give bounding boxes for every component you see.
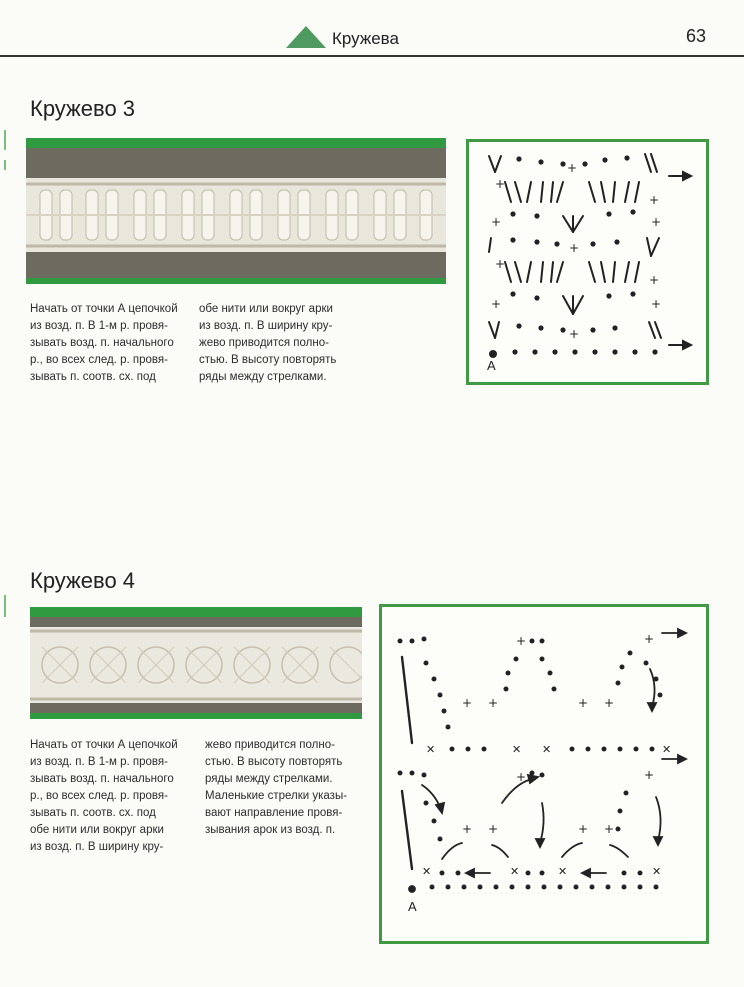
svg-text:+: + bbox=[604, 696, 615, 710]
svg-text:+: + bbox=[488, 696, 499, 710]
section-title-lace-4: Кружево 4 bbox=[30, 568, 136, 593]
description-lace-3-col1: Начать от точки А цепочкой из возд. п. В 1-м р. провя- зывать возд. п. начального р., во всех след. р. провя- зывать п. соотв. сх. под bbox=[30, 303, 178, 383]
svg-text:+: + bbox=[491, 215, 502, 229]
svg-text:+: + bbox=[644, 632, 655, 646]
description-lace-4-col1: Начать от точки А цепочкой из возд. п. В 1-м р. провя- зывать возд. п. начального р., во всех след. р. провя- зывать п. соотв. сх. под обе нити или вокруг арки из возд. п. В ширину кру- bbox=[30, 739, 178, 853]
page-number: 63 bbox=[686, 26, 707, 46]
svg-text:+: + bbox=[649, 193, 660, 207]
diagram-3-symbols bbox=[469, 142, 707, 382]
crochet-diagram-3 bbox=[466, 139, 709, 385]
header-rule bbox=[0, 55, 744, 57]
lace-texture-4 bbox=[30, 617, 362, 713]
svg-text:+: + bbox=[567, 161, 578, 175]
diagram-4-symbols bbox=[382, 607, 706, 941]
margin-marks-bottom bbox=[0, 570, 12, 630]
diagram-3-start-label: А bbox=[487, 358, 496, 373]
svg-text:+: + bbox=[569, 241, 580, 255]
running-header-title: Кружева bbox=[332, 29, 399, 48]
svg-text:+: + bbox=[651, 215, 662, 229]
svg-text:+: + bbox=[516, 770, 527, 784]
description-lace-4-col2: жево приводится полно- стью. В высоту повторять ряды между стрелками. Маленькие стрелки указы- вают направление провя- зывания арок из возд. п. bbox=[205, 739, 348, 836]
svg-text:+: + bbox=[516, 634, 527, 648]
svg-text:+: + bbox=[569, 327, 580, 341]
svg-text:✕: ✕ bbox=[422, 865, 432, 878]
svg-text:+: + bbox=[649, 273, 660, 287]
svg-text:+: + bbox=[495, 177, 506, 191]
svg-text:+: + bbox=[488, 822, 499, 836]
svg-text:+: + bbox=[644, 768, 655, 782]
crochet-diagram-4 bbox=[379, 604, 709, 944]
svg-text:✕: ✕ bbox=[510, 865, 520, 878]
svg-text:+: + bbox=[462, 696, 473, 710]
svg-text:+: + bbox=[604, 822, 615, 836]
svg-text:+: + bbox=[495, 257, 506, 271]
svg-text:+: + bbox=[578, 822, 589, 836]
description-lace-3-col2: обе нити или вокруг арки из возд. п. В ширину кру- жево приводится полно- стью. В высоту повторять ряды между стрелками. bbox=[199, 303, 337, 383]
svg-text:✕: ✕ bbox=[652, 865, 662, 878]
svg-text:✕: ✕ bbox=[662, 743, 672, 756]
svg-text:+: + bbox=[578, 696, 589, 710]
svg-text:✕: ✕ bbox=[542, 743, 552, 756]
svg-text:✕: ✕ bbox=[558, 865, 568, 878]
diagram-4-start-label: А bbox=[408, 899, 417, 914]
lace-photo-3 bbox=[26, 138, 446, 284]
section-title-lace-3: Кружево 3 bbox=[30, 96, 136, 121]
margin-marks-top bbox=[0, 120, 12, 210]
lace-photo-4 bbox=[30, 607, 362, 719]
svg-text:✕: ✕ bbox=[426, 743, 436, 756]
svg-text:+: + bbox=[491, 297, 502, 311]
header-triangle-icon bbox=[286, 26, 326, 48]
svg-text:+: + bbox=[462, 822, 473, 836]
svg-text:✕: ✕ bbox=[512, 743, 522, 756]
lace-texture-3 bbox=[26, 148, 446, 278]
svg-text:+: + bbox=[651, 297, 662, 311]
